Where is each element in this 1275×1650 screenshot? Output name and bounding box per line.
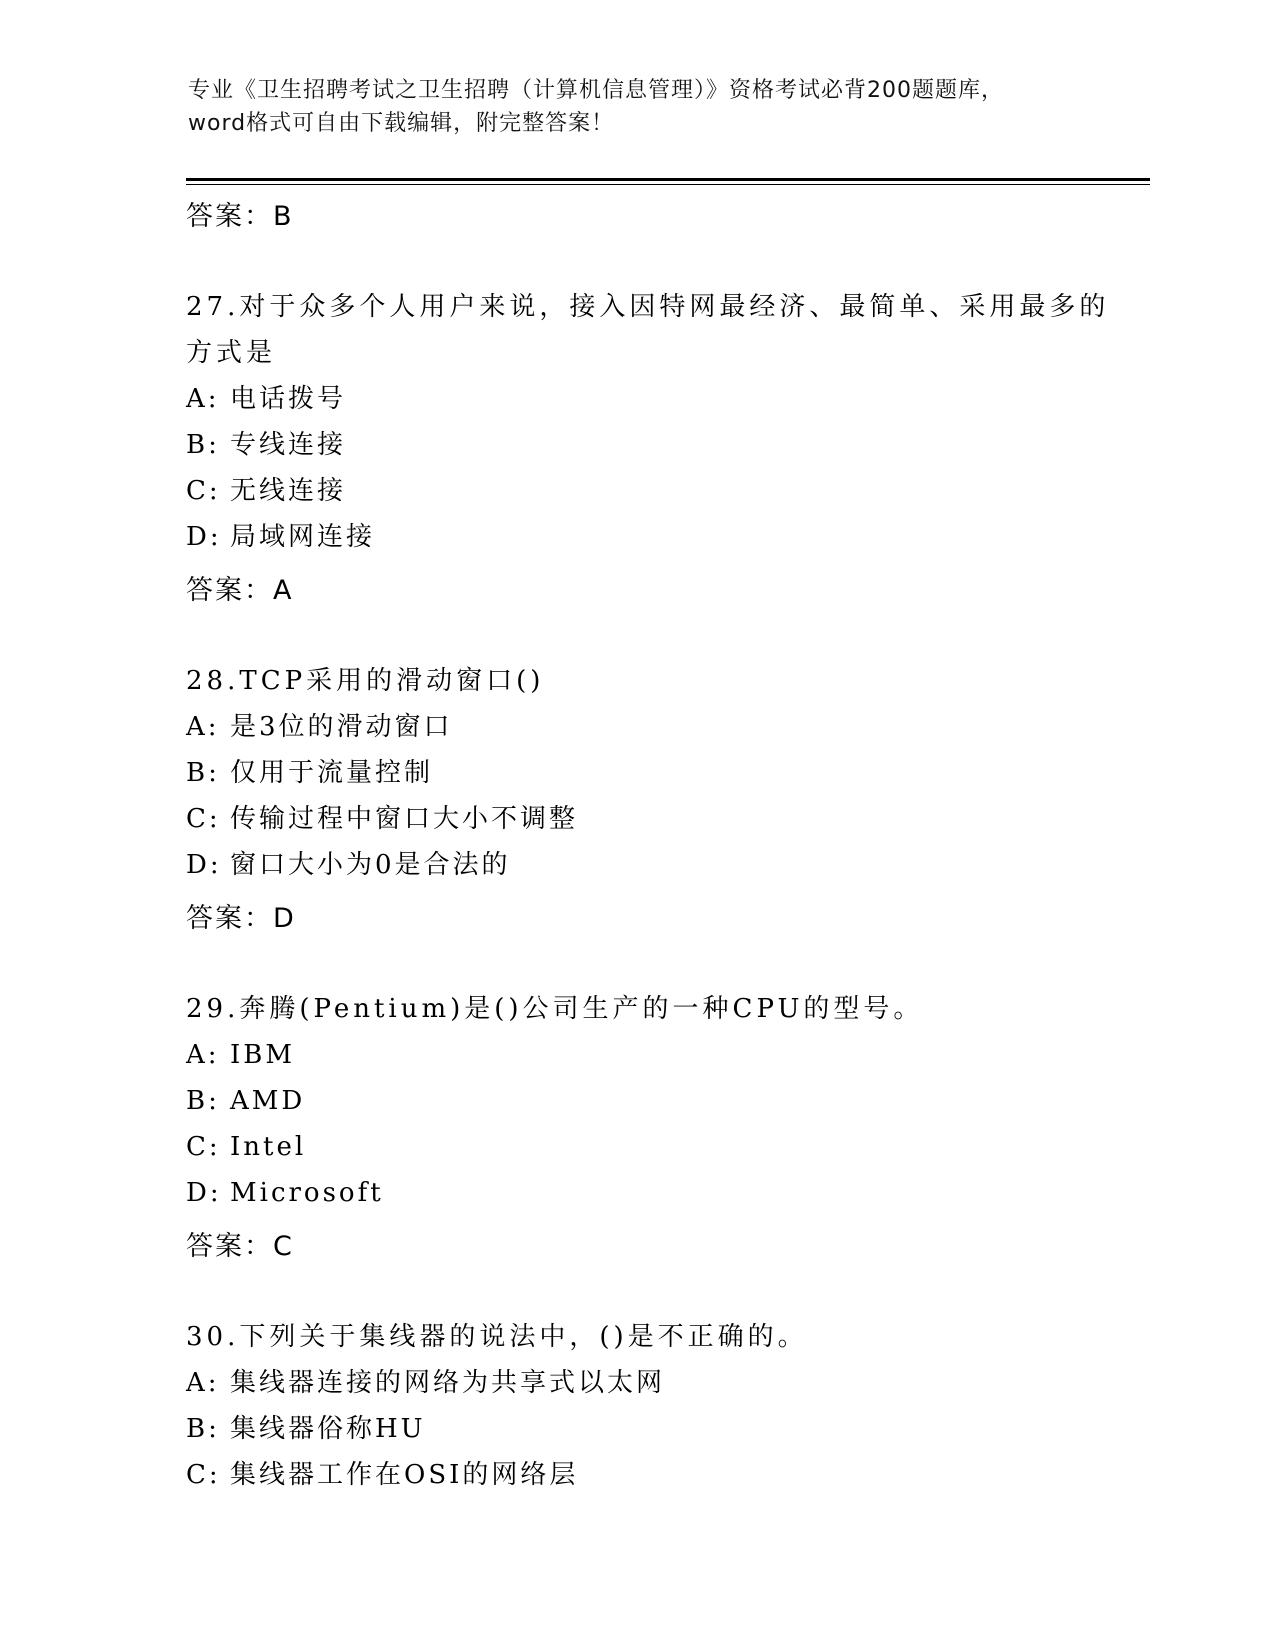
option-a (186, 704, 1126, 750)
option-key: B: (186, 1086, 220, 1116)
option-a (186, 1360, 1126, 1406)
option-a (186, 376, 1126, 422)
option-key: C: (186, 476, 221, 506)
option-c (186, 468, 1126, 514)
question-29 (186, 986, 1126, 1270)
option-text: 专线连接 (230, 430, 347, 460)
option-c (186, 796, 1126, 842)
option-text: 是3位的滑动窗口 (230, 712, 453, 742)
question-27 (186, 284, 1126, 614)
option-c (186, 1124, 1126, 1170)
option-text: 集线器俗称HU (230, 1414, 426, 1444)
option-text: AMD (230, 1086, 306, 1116)
question-stem: 29.奔腾(Pentium)是()公司生产的一种CPU的型号。 (186, 994, 924, 1024)
option-text: Microsoft (230, 1178, 384, 1208)
option-key: C: (186, 804, 221, 834)
question-stem: 28.TCP采用的滑动窗口() (186, 666, 545, 696)
answer-line: 答案：D (186, 903, 296, 934)
option-b (186, 1406, 1126, 1452)
option-text: IBM (230, 1040, 295, 1070)
option-b (186, 1078, 1126, 1124)
option-key: B: (186, 758, 220, 788)
option-a (186, 1032, 1126, 1078)
option-text: Intel (230, 1132, 307, 1162)
option-d (186, 514, 1126, 560)
option-text: 集线器连接的网络为共享式以太网 (230, 1368, 666, 1398)
previous-answer: 答案：B (186, 201, 294, 232)
header-line-2: word格式可自由下载编辑，附完整答案！ (188, 111, 615, 136)
header-divider-thick (186, 178, 1150, 181)
option-text: 电话拨号 (230, 384, 347, 414)
header-divider-thin (186, 184, 1150, 185)
option-text: 窗口大小为0是合法的 (230, 850, 511, 880)
option-b (186, 422, 1126, 468)
option-b (186, 750, 1126, 796)
question-28 (186, 658, 1126, 942)
option-c (186, 1452, 1126, 1498)
question-stem: 27.对于众多个人用户来说，接入因特网最经济、最简单、采用最多的方式是 (186, 292, 1110, 368)
option-key: B: (186, 430, 220, 460)
option-key: A: (186, 384, 220, 414)
option-text: 集线器工作在OSI的网络层 (230, 1460, 579, 1490)
answer-line: 答案：A (186, 575, 294, 606)
document-header (188, 74, 1088, 140)
option-key: D: (186, 1178, 222, 1208)
option-text: 仅用于流量控制 (230, 758, 434, 788)
option-text: 无线连接 (230, 476, 347, 506)
option-key: B: (186, 1414, 220, 1444)
option-key: A: (186, 712, 220, 742)
option-key: D: (186, 522, 222, 552)
option-key: C: (186, 1132, 221, 1162)
question-list (186, 186, 1126, 1498)
header-line-1: 专业《卫生招聘考试之卫生招聘（计算机信息管理）》资格考试必背200题题库， (188, 78, 1004, 103)
question-stem: 30.下列关于集线器的说法中，()是不正确的。 (186, 1322, 808, 1352)
option-d (186, 842, 1126, 888)
option-text: 传输过程中窗口大小不调整 (230, 804, 579, 834)
option-d (186, 1170, 1126, 1216)
option-key: D: (186, 850, 222, 880)
option-key: C: (186, 1460, 221, 1490)
option-key: A: (186, 1040, 220, 1070)
question-30 (186, 1314, 1126, 1498)
option-text: 局域网连接 (230, 522, 376, 552)
answer-line: 答案：C (186, 1231, 294, 1262)
option-key: A: (186, 1368, 220, 1398)
